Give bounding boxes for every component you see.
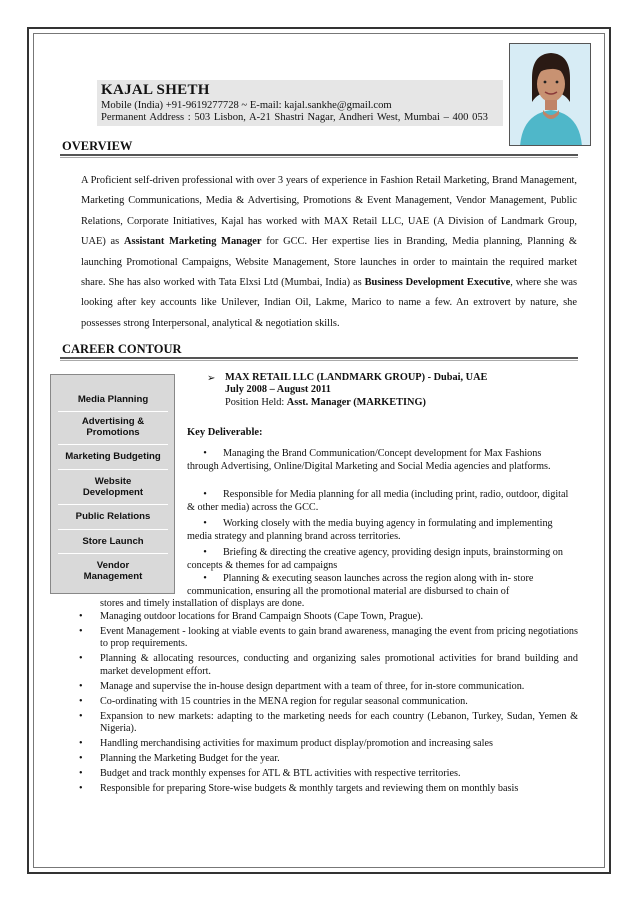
candidate-name: KAJAL SHETH (101, 82, 210, 98)
job-dates: July 2008 – August 2011 (225, 384, 331, 396)
skill-marketing-budgeting: Marketing Budgeting (65, 451, 161, 462)
list-item: • Responsible for preparing Store-wise budgets & monthly targets and reviewing them on monthly basis (79, 783, 578, 795)
deliverable-paragraph: • Responsible for Media planning for all media (including print, radio, outdoor, digital & other media) across the GCC. (187, 489, 569, 513)
company-name: MAX RETAIL LLC (LANDMARK GROUP) - Dubai, UAE (225, 372, 488, 383)
key-deliverable-heading: Key Deliverable: (187, 427, 263, 438)
list-item: • Planning the Marketing Budget for the year. (79, 753, 578, 765)
list-item: • Planning & allocating resources, conducting and organizing sales promotional activities for brand building and market development effort. (79, 653, 578, 678)
skill-divider (58, 444, 168, 445)
list-item: • Budget and track monthly expenses for ATL & BTL activities with respective territories. (79, 768, 578, 780)
career-divider (60, 357, 578, 361)
list-item: • Co-ordinating with 15 countries in the MENA region for regular seasonal communication. (79, 696, 578, 708)
overview-divider (60, 154, 578, 158)
skill-development: Development (82, 487, 144, 498)
deliverable-paragraph: • Managing the Brand Communication/Concept development for Max Fashions through Advertising, Online/Digital Marketing and Social Media agencies and platforms. (187, 448, 551, 472)
list-item: • Managing outdoor locations for Brand Campaign Shoots (Cape Town, Prague). (79, 611, 578, 623)
skill-public-relations: Public Relations (75, 511, 151, 522)
skill-divider (58, 411, 168, 412)
list-item: • Manage and supervise the in-house design department with a team of three, for in-store communication. (79, 681, 578, 693)
skill-divider (58, 553, 168, 554)
deliverable-continuation: stores and timely installation of displays are done. (100, 598, 305, 609)
skill-store-launch: Store Launch (82, 536, 144, 547)
address-line: Permanent Address : 503 Lisbon, A-21 Shastri Nagar, Andheri West, Mumbai – 400 053 (101, 112, 488, 123)
contact-line: Mobile (India) +91-9619277728 ~ E-mail: kajal.sankhe@gmail.com (101, 100, 392, 111)
skill-divider (58, 529, 168, 530)
skill-divider (58, 504, 168, 505)
overview-heading: OVERVIEW (62, 139, 133, 153)
skill-management: Management (83, 571, 143, 582)
skill-media-planning: Media Planning (77, 394, 149, 405)
position-line: Position Held: Asst. Manager (MARKETING) (225, 396, 426, 408)
career-heading: CAREER CONTOUR (62, 342, 182, 356)
job-details (225, 372, 487, 409)
list-item: • Expansion to new markets: adapting to the marketing needs for each country (Lebanon, Turkey, Sudan, Yemen & Nigeria). (79, 711, 578, 736)
skill-advertising: Advertising & (81, 416, 145, 427)
list-item: • Event Management - looking at viable events to gain brand awareness, managing the event from pricing negotiations to prop requirements. (79, 626, 578, 651)
skill-promotions: Promotions (86, 427, 140, 438)
deliverable-paragraph: • Planning & executing season launches across the region along with in- store communication, ensuring all the promotional material are disbursed to chain of (187, 573, 534, 597)
skill-vendor: Vendor (96, 560, 130, 571)
overview-paragraph: A Proficient self-driven professional with over 3 years of experience in Fashion Retail Marketing, Brand Management, Marketing Communications, Media & Advertising, Promotions & Event Management, Vendor Management, Public Relations, Corporate Initiatives, Kajal has worked with MAX Retail LLC, UAE (A Division of Landmark Group, UAE) as Assistant Marketing Manager for GCC. Her expertise lies in Branding, Media planning, Planning & launching Promotional Campaigns, Website Management, Store launches in order to maintain the required market share. She has also worked with Tata Elxsi Ltd (Mumbai, India) as Business Development Executive, where she was looking after key accounts like Unilever, Indian Oil, Lakme, Marico to name a few. An extrovert by nature, she possesses strong Interpersonal, analytical & negotiation skills. (81, 175, 577, 329)
skill-divider (58, 469, 168, 470)
deliverable-paragraph: • Working closely with the media buying agency in formulating and implementing media strategy and planning brand across territories. (187, 518, 553, 542)
profile-photo (509, 43, 591, 146)
deliverable-paragraph: • Briefing & directing the creative agency, providing design inputs, brainstorming on concepts & themes for ad campaigns (187, 547, 563, 571)
skill-website: Website (94, 476, 132, 487)
list-item: • Handling merchandising activities for maximum product display/promotion and increasing sales (79, 738, 578, 750)
deliverables-list (79, 611, 578, 798)
arrow-bullet-icon: ➢ (207, 373, 216, 384)
